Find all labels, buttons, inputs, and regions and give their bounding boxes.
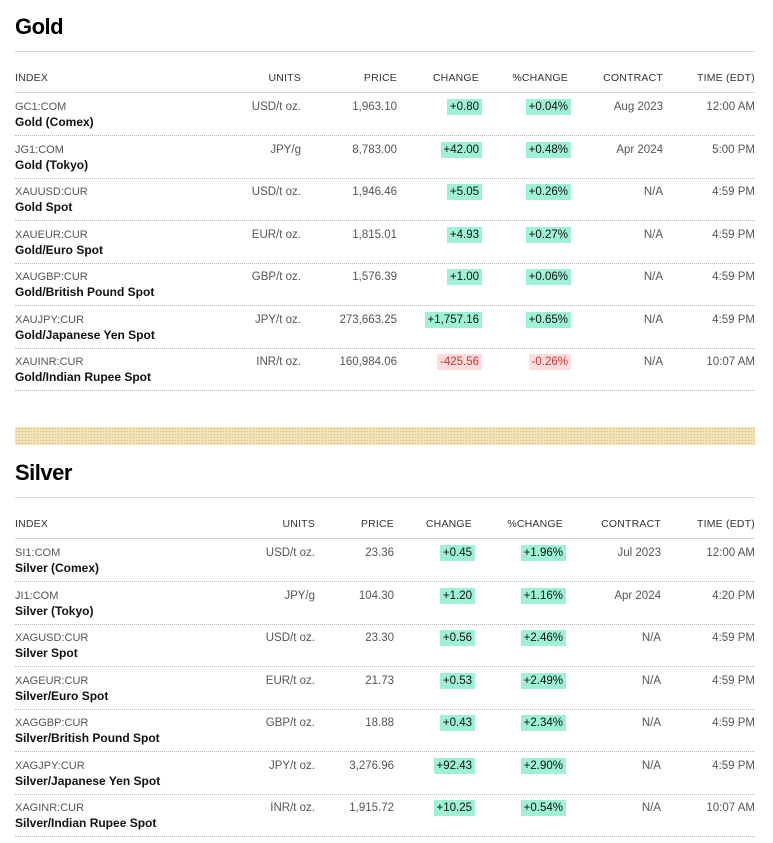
- ticker-symbol[interactable]: XAGGBP:CUR: [15, 717, 89, 729]
- table-row[interactable]: [15, 667, 755, 710]
- instrument-name[interactable]: Silver Spot: [15, 646, 78, 660]
- table-row[interactable]: [15, 709, 755, 752]
- table-row[interactable]: [15, 221, 755, 264]
- change-badge: +0.53: [440, 673, 475, 689]
- pct-change-badge: +2.90%: [521, 758, 566, 774]
- col-index: INDEX: [15, 518, 49, 530]
- units-value: GBP/t oz.: [265, 717, 315, 729]
- price-value: 1,815.01: [352, 228, 397, 241]
- units-value: EUR/t oz.: [251, 228, 301, 241]
- ticker-symbol[interactable]: XAGUSD:CUR: [15, 632, 89, 644]
- section-title: Silver: [15, 460, 72, 485]
- table-row[interactable]: [15, 306, 755, 349]
- contract-value: N/A: [641, 632, 661, 644]
- contract-value: Apr 2024: [616, 143, 663, 156]
- instrument-name[interactable]: Gold/British Pound Spot: [15, 285, 155, 299]
- ticker-symbol[interactable]: JG1:COM: [15, 143, 64, 156]
- instrument-name[interactable]: Silver/Indian Rupee Spot: [15, 816, 157, 830]
- ticker-symbol[interactable]: XAUGBP:CUR: [15, 271, 88, 283]
- time-value: 4:59 PM: [712, 186, 755, 198]
- change-badge: -425.56: [437, 354, 482, 370]
- price-value: 273,663.25: [339, 313, 397, 326]
- section-rule: [15, 497, 755, 498]
- instrument-name[interactable]: Gold/Euro Spot: [15, 242, 103, 257]
- units-value: USD/t oz.: [265, 547, 315, 559]
- pct-change-badge: +1.16%: [521, 588, 566, 604]
- table-row[interactable]: [15, 93, 755, 136]
- units-value: USD/t oz.: [265, 632, 315, 644]
- time-value: 10:07 AM: [706, 356, 755, 368]
- ticker-symbol[interactable]: JI1:COM: [15, 589, 59, 602]
- price-value: 160,984.06: [339, 356, 397, 368]
- time-value: 12:00 AM: [706, 547, 755, 559]
- time-value: 4:20 PM: [712, 589, 755, 602]
- col-change: CHANGE: [425, 518, 472, 530]
- time-value: 4:59 PM: [712, 759, 755, 772]
- contract-value: N/A: [643, 228, 663, 241]
- col-price: PRICE: [363, 72, 397, 84]
- instrument-name[interactable]: Gold (Comex): [15, 115, 94, 129]
- ticker-symbol[interactable]: XAUJPY:CUR: [15, 313, 85, 326]
- pct-change-badge: +1.96%: [521, 545, 566, 561]
- col-price: PRICE: [360, 518, 394, 530]
- change-badge: +1.20: [440, 588, 475, 604]
- table-row[interactable]: [15, 752, 755, 795]
- time-value: 10:07 AM: [706, 802, 755, 814]
- instrument-name[interactable]: Silver/British Pound Spot: [15, 731, 160, 745]
- price-value: 3,276.96: [349, 759, 394, 772]
- pct-change-badge: +0.27%: [526, 227, 571, 243]
- contract-value: N/A: [641, 674, 661, 687]
- contract-value: N/A: [641, 802, 661, 814]
- col-time: TIME (EDT): [697, 518, 755, 530]
- col-units: UNITS: [282, 518, 315, 530]
- time-value: 4:59 PM: [712, 228, 755, 241]
- contract-value: N/A: [643, 186, 663, 198]
- units-value: JPY/t oz.: [268, 759, 315, 772]
- time-value: 4:59 PM: [712, 717, 755, 729]
- time-value: 4:59 PM: [712, 632, 755, 644]
- contract-value: N/A: [643, 356, 663, 368]
- instrument-name[interactable]: Gold Spot: [15, 200, 73, 214]
- change-badge: +4.93: [447, 227, 482, 243]
- contract-value: N/A: [641, 717, 661, 729]
- pct-change-badge: +0.04%: [526, 99, 571, 115]
- ticker-symbol[interactable]: XAGEUR:CUR: [15, 674, 89, 687]
- price-value: 21.73: [365, 674, 394, 687]
- ticker-symbol[interactable]: XAUUSD:CUR: [15, 186, 88, 198]
- col-change: CHANGE: [432, 72, 479, 84]
- price-value: 104.30: [358, 589, 394, 602]
- pct-change-badge: +2.34%: [521, 715, 566, 731]
- change-badge: +92.43: [434, 758, 476, 774]
- units-value: EUR/t oz.: [265, 674, 315, 687]
- instrument-name[interactable]: Silver (Tokyo): [15, 603, 94, 618]
- col-time: TIME (EDT): [697, 72, 755, 84]
- price-value: 23.30: [365, 632, 394, 644]
- ticker-symbol[interactable]: SI1:COM: [15, 547, 61, 559]
- change-badge: +0.43: [440, 715, 475, 731]
- price-value: 1,576.39: [352, 271, 397, 283]
- instrument-name[interactable]: Silver/Japanese Yen Spot: [15, 773, 161, 788]
- change-badge: +10.25: [434, 800, 476, 816]
- units-value: JPY/g: [284, 589, 315, 602]
- table-row[interactable]: [15, 348, 755, 391]
- pct-change-badge: +0.06%: [526, 269, 571, 285]
- price-value: 1,963.10: [352, 101, 397, 113]
- change-badge: +0.45: [440, 545, 475, 561]
- contract-value: Jul 2023: [617, 547, 661, 559]
- change-badge: +0.80: [447, 99, 482, 115]
- units-value: USD/t oz.: [251, 101, 301, 113]
- instrument-name[interactable]: Gold/Japanese Yen Spot: [15, 327, 155, 342]
- instrument-name[interactable]: Silver (Comex): [15, 561, 100, 575]
- table-row[interactable]: [15, 794, 755, 837]
- price-value: 1,915.72: [349, 802, 394, 814]
- table-row[interactable]: [15, 582, 755, 625]
- price-value: 1,946.46: [352, 186, 397, 198]
- instrument-name[interactable]: Gold/Indian Rupee Spot: [15, 370, 151, 384]
- units-value: JPY/t oz.: [254, 313, 301, 326]
- time-value: 4:59 PM: [712, 674, 755, 687]
- time-value: 4:59 PM: [712, 313, 755, 326]
- instrument-name[interactable]: Silver/Euro Spot: [15, 688, 109, 703]
- ticker-symbol[interactable]: XAGINR:CUR: [15, 802, 85, 814]
- change-badge: +42.00: [441, 142, 483, 158]
- table-row[interactable]: [15, 539, 755, 582]
- pct-change-badge: +2.49%: [521, 673, 566, 689]
- pct-change-badge: -0.26%: [529, 354, 571, 370]
- col-pct-change: %CHANGE: [512, 72, 568, 84]
- contract-value: N/A: [643, 313, 663, 326]
- col-index: INDEX: [15, 72, 49, 84]
- table-row[interactable]: [15, 136, 755, 179]
- time-value: 5:00 PM: [712, 143, 755, 156]
- pct-change-badge: +0.65%: [526, 312, 571, 328]
- time-value: 12:00 AM: [706, 101, 755, 113]
- ticker-symbol[interactable]: XAUEUR:CUR: [15, 228, 88, 241]
- contract-value: Apr 2024: [614, 589, 661, 602]
- time-value: 4:59 PM: [712, 271, 755, 283]
- table-row[interactable]: [15, 178, 755, 221]
- price-value: 8,783.00: [352, 143, 397, 156]
- units-value: JPY/g: [270, 143, 301, 156]
- pct-change-badge: +2.46%: [521, 630, 566, 646]
- price-value: 23.36: [365, 547, 394, 559]
- contract-value: N/A: [643, 271, 663, 283]
- pct-change-badge: +0.26%: [526, 184, 571, 200]
- change-badge: +1.00: [447, 269, 482, 285]
- instrument-name[interactable]: Gold (Tokyo): [15, 157, 89, 172]
- change-badge: +5.05: [447, 184, 482, 200]
- col-units: UNITS: [268, 72, 301, 84]
- units-value: GBP/t oz.: [251, 271, 301, 283]
- table-row[interactable]: [15, 624, 755, 667]
- pct-change-badge: +0.48%: [526, 142, 571, 158]
- section-rule: [15, 51, 755, 52]
- ticker-symbol[interactable]: GC1:COM: [15, 101, 67, 113]
- contract-value: Aug 2023: [613, 101, 663, 113]
- change-badge: +1,757.16: [425, 312, 482, 328]
- units-value: INR/t oz.: [256, 356, 301, 368]
- ticker-symbol[interactable]: XAGJPY:CUR: [15, 759, 85, 772]
- ticker-symbol[interactable]: XAUINR:CUR: [15, 356, 84, 368]
- section-title: Gold: [15, 14, 64, 39]
- col-contract: CONTRACT: [601, 518, 661, 530]
- pct-change-badge: +0.54%: [521, 800, 566, 816]
- section-divider: [15, 427, 755, 445]
- units-value: INR/t oz.: [270, 802, 315, 814]
- col-contract: CONTRACT: [603, 72, 663, 84]
- units-value: USD/t oz.: [251, 186, 301, 198]
- contract-value: N/A: [641, 759, 661, 772]
- price-value: 18.88: [365, 717, 394, 729]
- change-badge: +0.56: [440, 630, 475, 646]
- col-pct-change: %CHANGE: [507, 518, 563, 530]
- table-row[interactable]: [15, 263, 755, 306]
